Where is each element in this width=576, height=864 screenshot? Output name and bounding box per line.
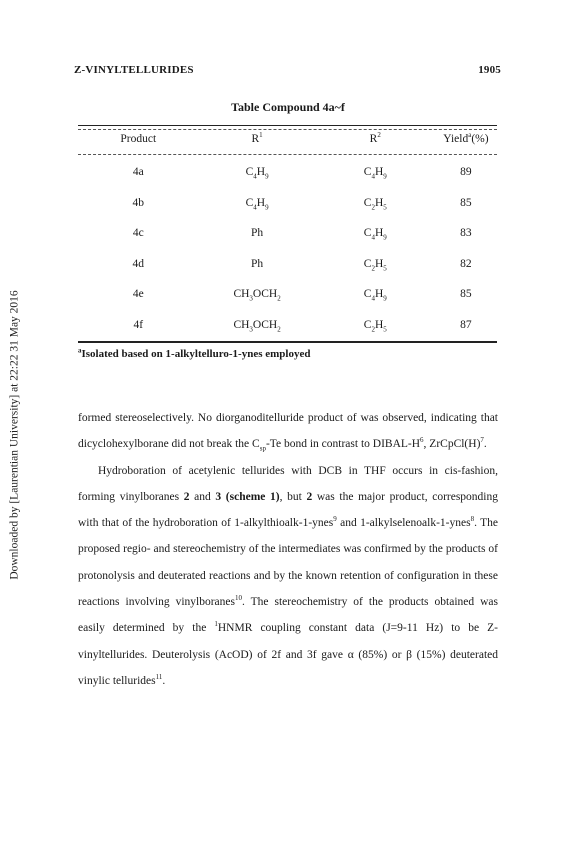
product-cell: 4c	[132, 227, 144, 240]
table-row	[78, 279, 497, 310]
compound-table	[78, 124, 497, 340]
product-cell: 4e	[132, 288, 144, 301]
footnote-text: Isolated based on 1-alkyltelluro-1-ynes employed	[81, 348, 311, 360]
table-row	[78, 153, 497, 188]
column-header-yield-sup: a	[468, 130, 472, 139]
table-title: Table Compound 4a~f	[231, 100, 345, 114]
yield-cell: 87	[460, 318, 472, 331]
column-header-yield-text: Yield	[443, 132, 469, 145]
yield-cell: 85	[460, 288, 472, 301]
column-header-r2-text: R	[369, 132, 378, 145]
product-cell: 4d	[132, 257, 144, 270]
table-row	[78, 310, 497, 341]
r2-cell: $C_2H_5$	[363, 257, 387, 273]
column-header-r2-sup: 2	[377, 130, 381, 139]
yield-cell: 83	[460, 227, 472, 240]
r2-cell: $C_4H_9$	[363, 288, 387, 303]
yield-cell: 89	[460, 166, 472, 179]
body-text	[78, 405, 498, 694]
product-cell: 4f	[133, 318, 144, 331]
column-header-r1-sup: 1	[259, 130, 263, 139]
download-watermark-text: Downloaded by [Laurentian University] at 22:22 31 May 2016	[9, 290, 22, 580]
product-cell: 4b	[132, 196, 144, 209]
r2-cell: $C_4H_9$	[363, 166, 387, 181]
r1-cell: $CH_3OCH_2$	[233, 288, 281, 303]
column-header-r2	[316, 124, 435, 153]
paragraph: formed stereoselectively. No diorganoditelluride product of was observed, indicating that dicyclohexylborane did not break the $C_{sp}-Te$ bond in contrast to DIBAL-$H^6$, $ZrCpCl(H)^7$.	[78, 412, 498, 453]
page-number: 1905	[478, 64, 501, 76]
r1-cell: $C_4H_9$	[245, 166, 269, 181]
table-row	[78, 188, 497, 219]
r1-cell: $CH_3OCH_2$	[233, 318, 281, 334]
column-header-yield-unit: (%)	[471, 132, 489, 145]
r1-cell: Ph	[251, 257, 264, 270]
footnote-mark: a	[78, 346, 82, 355]
column-header-r1-text: R	[251, 132, 260, 145]
table-footnote	[78, 348, 310, 360]
r1-cell: $C_4H_9$	[245, 196, 269, 212]
column-header-yield	[435, 124, 497, 153]
column-header-r1	[199, 124, 316, 153]
table-bottom-rule	[78, 341, 497, 343]
running-title: Z-VINYLTELLURIDES	[74, 64, 194, 76]
table-header-row	[78, 124, 497, 153]
r2-cell: $C_4H_9$	[363, 227, 387, 242]
product-cell: 4a	[132, 166, 144, 179]
yield-cell: 82	[460, 257, 472, 270]
table-row	[78, 249, 497, 280]
r2-cell: $C_2H_5$	[363, 196, 387, 212]
running-header	[74, 64, 501, 76]
r2-cell: $C_2H_5$	[363, 318, 387, 334]
r1-cell: Ph	[251, 227, 264, 240]
paragraph: Hydroboration of acetylenic tellurides with DCB in THF occurs in cis-fashion, forming vinylboranes 2 and 3 (scheme 1), but 2 was the major product, corresponding with that of the hydroboration of 1-alkylthioalk-1-ynes$^9$ and 1-alkylselenoalk-1-ynes$^8$. The proposed regio- and stereochemistry of the intermediates was confirmed by the products of protonolysis and deuterated reactions and by the known retention of configuration in these reactions involving vinylboranes$^{10}$. The stereochemistry of the products obtained was easily determined by the $^1$HNMR coupling constant data (J=9-11 Hz) to be Z-vinyltellurides. Deuterolysis (AcOD) of 2f and 3f gave α (85%) or β (15%) deuterated vinylic tellurides$^{11}$.	[78, 464, 498, 687]
yield-cell: 85	[460, 196, 472, 209]
table-row	[78, 218, 497, 249]
column-header-product: Product	[120, 132, 157, 145]
download-watermark	[4, 260, 26, 610]
